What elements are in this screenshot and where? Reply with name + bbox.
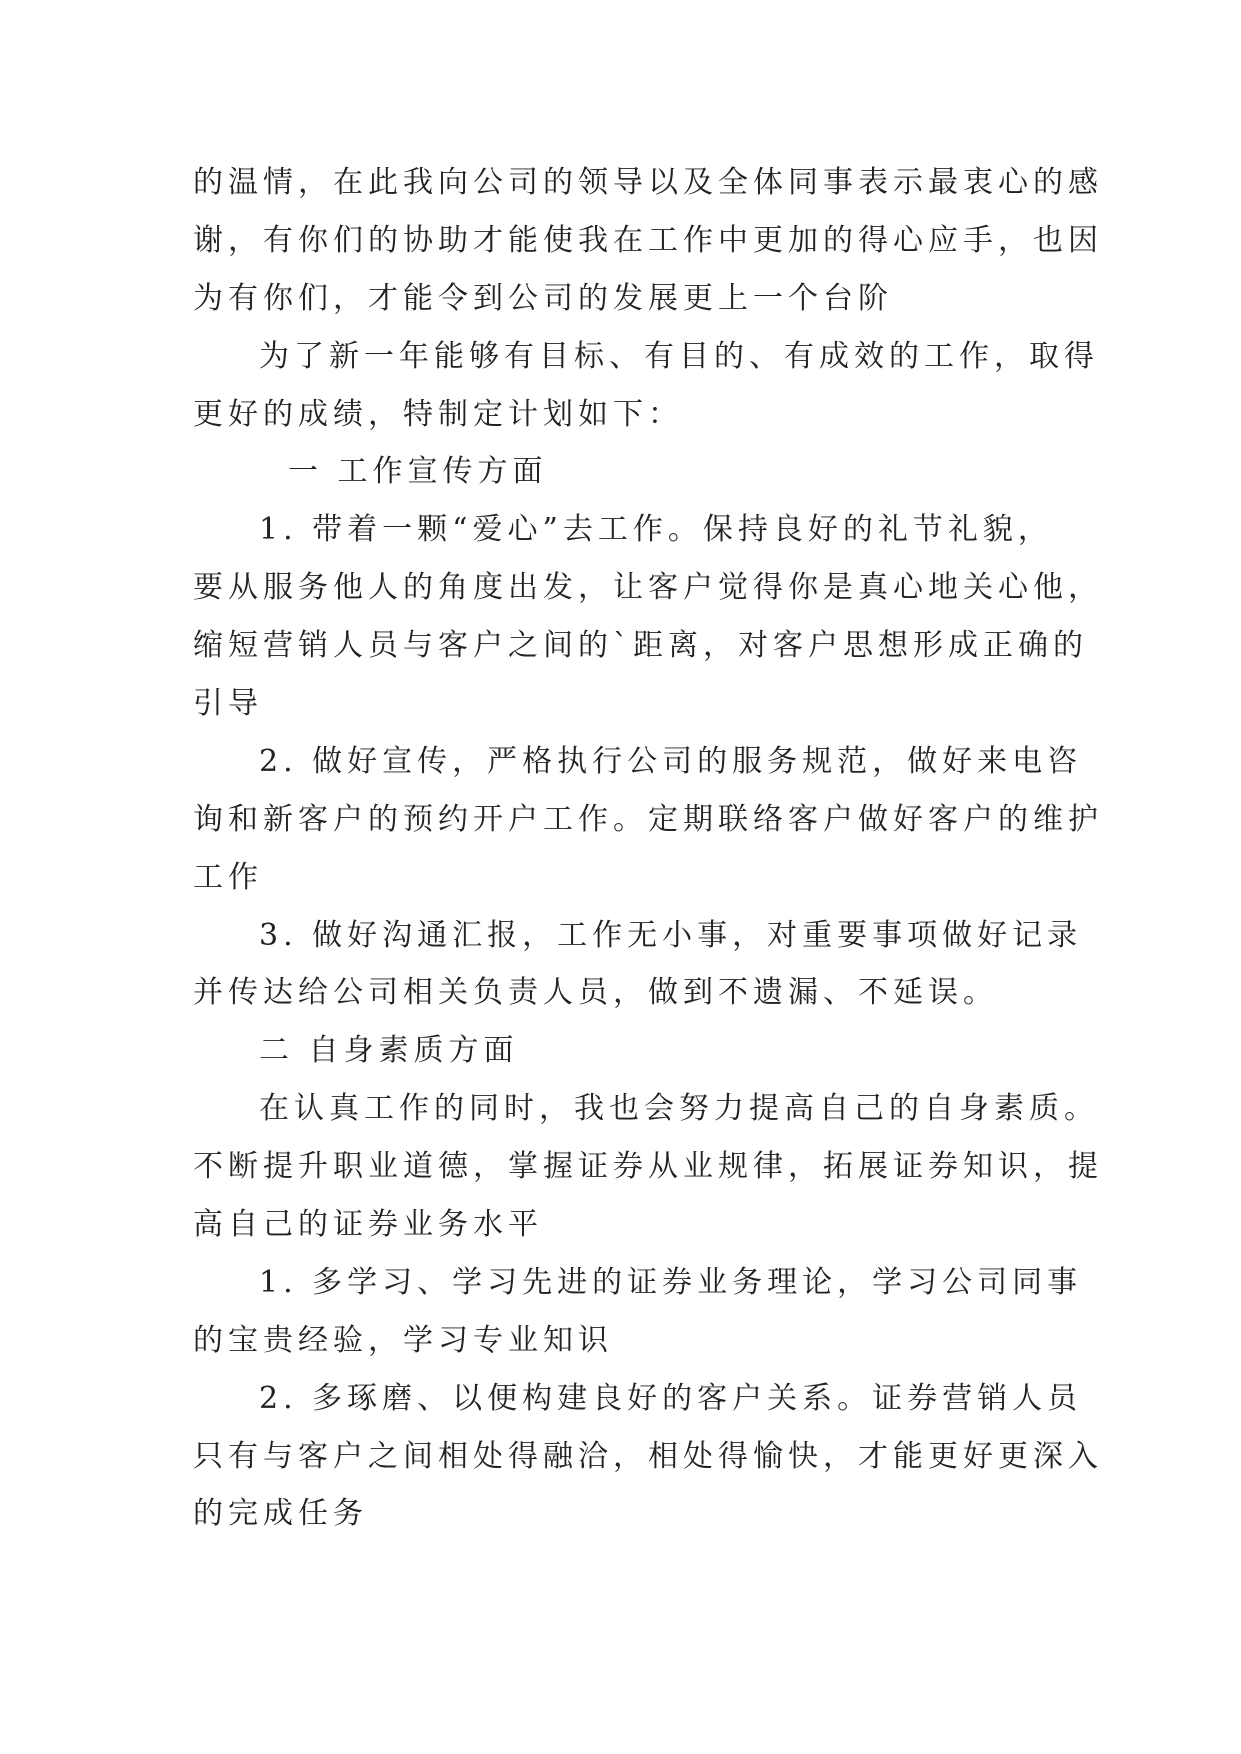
- text-line: 缩短营销人员与客户之间的`距离，对客户思想形成正确的: [193, 628, 1088, 664]
- text-line: 1. 多学习、学习先进的证券业务理论，学习公司同事: [259, 1264, 1083, 1300]
- text-line: 更好的成绩，特制定计划如下：: [193, 396, 683, 432]
- text-line: 2. 做好宣传，严格执行公司的服务规范，做好来电咨: [259, 743, 1083, 779]
- text-line: 要从服务他人的角度出发，让客户觉得你是真心地关心他，: [193, 570, 1103, 606]
- text-line: 只有与客户之间相处得融洽，相处得愉快，才能更好更深入: [193, 1438, 1103, 1474]
- text-line: 不断提升职业道德，掌握证券从业规律，拓展证券知识，提: [193, 1149, 1103, 1185]
- document-body: [193, 154, 1103, 1543]
- text-line: 引导: [193, 686, 263, 722]
- text-line: 为了新一年能够有目标、有目的、有成效的工作，取得: [259, 338, 1099, 374]
- text-line: 2. 多琢磨、以便构建良好的客户关系。证券营销人员: [259, 1380, 1083, 1416]
- text-line: 的宝贵经验，学习专业知识: [193, 1322, 613, 1358]
- text-line: 的完成任务: [193, 1496, 368, 1532]
- text-line: 谢，有你们的协助才能使我在工作中更加的得心应手，也因: [193, 222, 1103, 258]
- text-line: 3. 做好沟通汇报，工作无小事，对重要事项做好记录: [259, 917, 1083, 953]
- text-line: 的温情，在此我向公司的领导以及全体同事表示最衷心的感: [193, 165, 1103, 200]
- text-line: 1. 带着一颗“爱心”去工作。保持良好的礼节礼貌，: [259, 512, 1053, 548]
- text-line: 工作: [193, 859, 263, 895]
- text-line: 询和新客户的预约开户工作。定期联络客户做好客户的维护: [193, 801, 1103, 837]
- text-line: 一 工作宣传方面: [288, 454, 548, 490]
- text-line: 在认真工作的同时，我也会努力提高自己的自身素质。: [259, 1091, 1099, 1127]
- text-line: 并传达给公司相关负责人员，做到不遗漏、不延误。: [193, 975, 998, 1011]
- text-line: 二 自身素质方面: [259, 1033, 519, 1069]
- text-line: 为有你们，才能令到公司的发展更上一个台阶: [193, 280, 893, 316]
- text-line: 高自己的证券业务水平: [193, 1207, 543, 1243]
